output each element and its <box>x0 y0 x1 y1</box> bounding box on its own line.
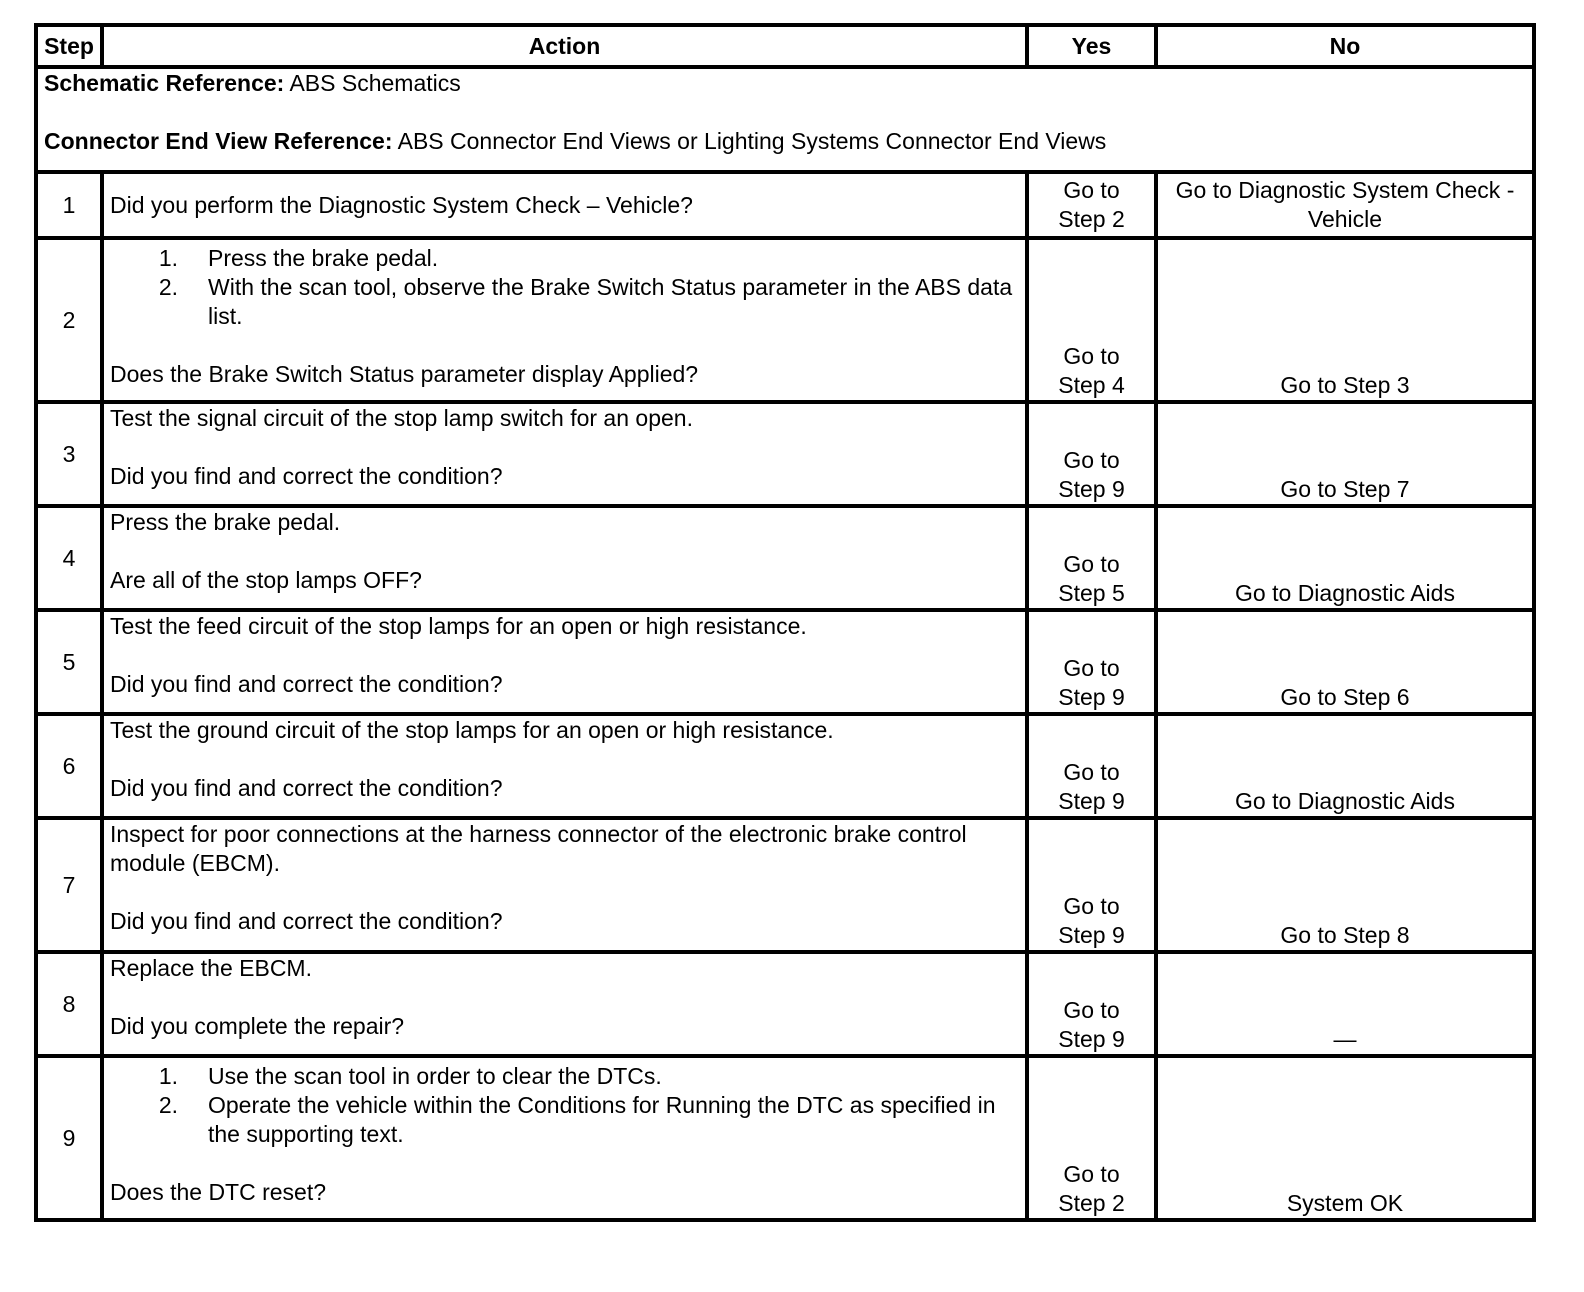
action-steps-list <box>110 1062 1019 1149</box>
header-yes: Yes <box>1027 25 1156 67</box>
table-row <box>36 172 1534 238</box>
list-item: 2. With the scan tool, observe the Brake Switch Status parameter in the ABS data list. <box>158 274 1013 329</box>
action-text: Test the ground circuit of the stop lamps for an open or high resistance. <box>110 717 834 743</box>
step-number: 4 <box>36 506 102 610</box>
step-number: 3 <box>36 402 102 506</box>
header-step: Step <box>36 25 102 67</box>
table-row <box>36 714 1534 818</box>
action-cell <box>102 402 1027 506</box>
action-text: Test the signal circuit of the stop lamp switch for an open. <box>110 405 693 431</box>
list-item: 2. Operate the vehicle within the Conditions for Running the DTC as specified in the supporting text. <box>158 1092 996 1147</box>
step-number: 2 <box>36 238 102 402</box>
action-question: Did you complete the repair? <box>110 1013 405 1039</box>
table-row <box>36 1056 1534 1220</box>
no-cell: — <box>1156 952 1534 1056</box>
yes-line: Go to <box>1063 177 1120 203</box>
yes-line: Step 9 <box>1058 684 1125 710</box>
connector-reference <box>44 127 1526 156</box>
yes-line: Step 9 <box>1058 922 1125 948</box>
no-cell: Go to Diagnostic Aids <box>1156 506 1534 610</box>
header-action: Action <box>102 25 1027 67</box>
yes-cell <box>1027 952 1156 1056</box>
yes-line: Step 4 <box>1058 372 1125 398</box>
yes-cell <box>1027 818 1156 952</box>
action-question: Did you find and correct the condition? <box>110 671 503 697</box>
action-cell <box>102 818 1027 952</box>
action-question: Did you perform the Diagnostic System Check – Vehicle? <box>110 191 693 218</box>
action-cell <box>102 610 1027 714</box>
action-cell <box>102 952 1027 1056</box>
step-number: 5 <box>36 610 102 714</box>
yes-line: Go to <box>1063 655 1120 681</box>
step-number: 8 <box>36 952 102 1056</box>
schematic-reference-label: Schematic Reference: <box>44 70 285 96</box>
no-cell: Go to Step 7 <box>1156 402 1534 506</box>
step-number: 1 <box>36 172 102 238</box>
action-cell <box>102 506 1027 610</box>
step-number: 6 <box>36 714 102 818</box>
yes-line: Step 2 <box>1058 206 1125 232</box>
yes-cell <box>1027 238 1156 402</box>
table-row <box>36 402 1534 506</box>
no-cell: Go to Step 3 <box>1156 238 1534 402</box>
no-cell: Go to Diagnostic System Check - Vehicle <box>1156 172 1534 238</box>
yes-cell <box>1027 506 1156 610</box>
header-row <box>36 25 1534 67</box>
no-cell: System OK <box>1156 1056 1534 1220</box>
list-item: 1. Use the scan tool in order to clear the DTCs. <box>158 1063 662 1089</box>
yes-line: Go to <box>1063 343 1120 369</box>
action-question: Does the DTC reset? <box>110 1179 327 1205</box>
action-question: Did you find and correct the condition? <box>110 463 503 489</box>
yes-cell <box>1027 402 1156 506</box>
yes-line: Step 9 <box>1058 788 1125 814</box>
reference-row <box>36 67 1534 172</box>
action-question: Did you find and correct the condition? <box>110 908 503 934</box>
yes-cell <box>1027 714 1156 818</box>
no-cell: Go to Diagnostic Aids <box>1156 714 1534 818</box>
action-cell <box>102 238 1027 402</box>
action-question: Are all of the stop lamps OFF? <box>110 567 422 593</box>
action-question: Does the Brake Switch Status parameter display Applied? <box>110 361 699 387</box>
yes-line: Step 9 <box>1058 1026 1125 1052</box>
action-question: Did you find and correct the condition? <box>110 775 503 801</box>
table-row <box>36 610 1534 714</box>
yes-line: Go to <box>1063 893 1120 919</box>
action-text: Test the feed circuit of the stop lamps for an open or high resistance. <box>110 613 807 639</box>
connector-reference-label: Connector End View Reference: <box>44 128 393 154</box>
yes-cell <box>1027 1056 1156 1220</box>
action-text: Replace the EBCM. <box>110 955 312 981</box>
yes-line: Go to <box>1063 759 1120 785</box>
action-steps-list <box>110 244 1019 331</box>
yes-line: Go to <box>1063 1161 1120 1187</box>
action-cell <box>102 172 1027 238</box>
yes-line: Step 5 <box>1058 580 1125 606</box>
yes-line: Go to <box>1063 997 1120 1023</box>
step-number: 7 <box>36 818 102 952</box>
yes-line: Go to <box>1063 447 1120 473</box>
no-cell: Go to Step 6 <box>1156 610 1534 714</box>
yes-line: Step 2 <box>1058 1190 1125 1216</box>
action-cell <box>102 714 1027 818</box>
yes-line: Go to <box>1063 551 1120 577</box>
list-item: 1. Press the brake pedal. <box>158 245 439 271</box>
table-row <box>36 506 1534 610</box>
action-cell <box>102 1056 1027 1220</box>
yes-cell <box>1027 172 1156 238</box>
reference-cell <box>36 67 1534 172</box>
action-text: Press the brake pedal. <box>110 509 341 535</box>
step-number: 9 <box>36 1056 102 1220</box>
header-no: No <box>1156 25 1534 67</box>
table-row <box>36 238 1534 402</box>
table-row <box>36 818 1534 952</box>
connector-reference-value: ABS Connector End Views or Lighting Systems Connector End Views <box>392 128 1107 154</box>
schematic-reference-value: ABS Schematics <box>284 70 461 96</box>
action-text: Inspect for poor connections at the harness connector of the electronic brake control module (EBCM). <box>110 821 967 876</box>
diagnostic-table <box>34 23 1536 1222</box>
yes-cell <box>1027 610 1156 714</box>
yes-line: Step 9 <box>1058 476 1125 502</box>
schematic-reference <box>44 69 1526 98</box>
table-row <box>36 952 1534 1056</box>
no-cell: Go to Step 8 <box>1156 818 1534 952</box>
